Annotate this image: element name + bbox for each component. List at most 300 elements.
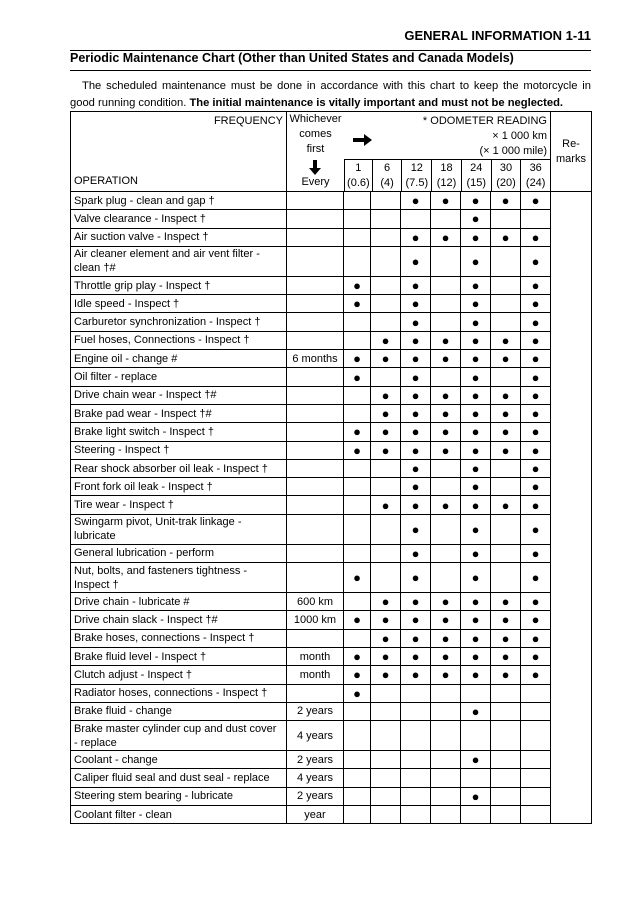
interval-cell: ●: [491, 404, 521, 422]
every-cell: 600 km: [287, 593, 344, 611]
comes-label: comes: [299, 128, 332, 140]
interval-cell: [431, 478, 461, 496]
every-cell: 2 years: [287, 787, 344, 805]
odometer-km: 12: [410, 162, 423, 174]
interval-cell: ●: [521, 404, 551, 422]
operation-cell: Drive chain wear - Inspect †#: [71, 386, 287, 404]
odometer-mile: (20): [496, 177, 516, 189]
table-row: [71, 496, 592, 514]
interval-cell: ●: [371, 611, 401, 629]
table-row: [71, 459, 592, 477]
interval-cell: ●: [431, 666, 461, 684]
interval-cell: [371, 806, 401, 824]
table-row: [71, 210, 592, 228]
interval-cell: [491, 787, 521, 805]
interval-cell: [431, 368, 461, 386]
every-cell: [287, 544, 344, 562]
interval-cell: ●: [461, 702, 491, 720]
interval-cell: ●: [431, 404, 461, 422]
table-row: [71, 751, 592, 769]
odometer-column-12: [401, 160, 431, 191]
every-cell: 2 years: [287, 702, 344, 720]
interval-cell: [431, 563, 461, 593]
every-cell: 4 years: [287, 769, 344, 787]
interval-cell: ●: [491, 647, 521, 665]
odometer-mile: (4): [380, 177, 394, 189]
interval-cell: [401, 702, 431, 720]
interval-cell: [401, 684, 431, 702]
interval-cell: ●: [461, 593, 491, 611]
interval-cell: ●: [461, 295, 491, 313]
interval-cell: ●: [491, 423, 521, 441]
table-row: [71, 647, 592, 665]
interval-cell: ●: [401, 563, 431, 593]
remarks-label-1: Re-: [562, 138, 580, 150]
interval-cell: [431, 769, 461, 787]
interval-cell: ●: [461, 787, 491, 805]
interval-cell: ●: [401, 192, 431, 210]
interval-cell: ●: [521, 478, 551, 496]
interval-cell: ●: [461, 313, 491, 331]
interval-cell: [431, 806, 461, 824]
interval-cell: ●: [401, 647, 431, 665]
every-cell: [287, 459, 344, 477]
table-row: [71, 246, 592, 276]
interval-cell: [371, 751, 401, 769]
interval-cell: [344, 702, 371, 720]
table-row: [71, 702, 592, 720]
interval-cell: [461, 769, 491, 787]
table-row: [71, 228, 592, 246]
every-cell: [287, 246, 344, 276]
interval-cell: ●: [431, 496, 461, 514]
interval-cell: ●: [521, 441, 551, 459]
interval-cell: ●: [461, 386, 491, 404]
interval-cell: [491, 721, 521, 751]
interval-cell: ●: [461, 611, 491, 629]
interval-cell: ●: [401, 368, 431, 386]
interval-cell: [491, 806, 521, 824]
interval-cell: ●: [344, 368, 371, 386]
interval-cell: ●: [461, 228, 491, 246]
interval-cell: ●: [461, 666, 491, 684]
odometer-mile: (24): [525, 177, 546, 189]
interval-cell: ●: [521, 611, 551, 629]
first-label: first: [306, 143, 325, 155]
interval-cell: [491, 478, 521, 496]
interval-cell: ●: [461, 514, 491, 544]
interval-cell: [401, 210, 431, 228]
interval-cell: ●: [401, 459, 431, 477]
table-row: [71, 684, 592, 702]
interval-cell: [371, 478, 401, 496]
operation-cell: Throttle grip play - Inspect †: [71, 276, 287, 294]
odometer-km: 36: [529, 162, 542, 174]
remarks-header: [551, 112, 592, 192]
intro-warning: The initial maintenance is vitally important and must not be neglected.: [189, 97, 564, 109]
table-row: [71, 404, 592, 422]
interval-cell: ●: [431, 386, 461, 404]
interval-cell: ●: [491, 666, 521, 684]
interval-cell: [371, 246, 401, 276]
title-divider: [70, 70, 591, 71]
operation-cell: Nut, bolts, and fasteners tightness - Inspect †: [71, 563, 287, 593]
interval-cell: ●: [521, 276, 551, 294]
interval-cell: ●: [401, 441, 431, 459]
interval-cell: [521, 751, 551, 769]
interval-cell: ●: [401, 544, 431, 562]
interval-cell: ●: [461, 629, 491, 647]
operation-cell: Idle speed - Inspect †: [71, 295, 287, 313]
interval-cell: [401, 769, 431, 787]
operation-cell: Drive chain slack - Inspect †#: [71, 611, 287, 629]
interval-cell: ●: [371, 331, 401, 349]
interval-cell: [401, 806, 431, 824]
interval-cell: ●: [491, 192, 521, 210]
interval-cell: ●: [401, 611, 431, 629]
interval-cell: [344, 514, 371, 544]
interval-cell: ●: [461, 751, 491, 769]
operation-cell: Swingarm pivot, Unit-trak linkage - lubricate: [71, 514, 287, 544]
interval-cell: [461, 684, 491, 702]
interval-cell: ●: [371, 441, 401, 459]
interval-cell: [344, 228, 371, 246]
odometer-label: * ODOMETER READING: [422, 115, 547, 127]
interval-cell: ●: [461, 441, 491, 459]
interval-cell: ●: [521, 350, 551, 368]
every-label: Every: [301, 176, 330, 188]
interval-cell: [371, 769, 401, 787]
interval-cell: [344, 751, 371, 769]
table-row: [71, 441, 592, 459]
interval-cell: ●: [371, 666, 401, 684]
every-cell: [287, 192, 344, 210]
operation-cell: Clutch adjust - Inspect †: [71, 666, 287, 684]
interval-cell: [371, 276, 401, 294]
every-cell: year: [287, 806, 344, 824]
interval-cell: ●: [491, 496, 521, 514]
odometer-mile: (15): [466, 177, 487, 189]
interval-cell: ●: [461, 423, 491, 441]
every-cell: 2 years: [287, 751, 344, 769]
interval-cell: ●: [521, 386, 551, 404]
arrow-down-icon: [309, 160, 321, 175]
every-cell: [287, 386, 344, 404]
table-row: [71, 192, 592, 210]
interval-cell: ●: [521, 228, 551, 246]
interval-cell: ●: [491, 228, 521, 246]
interval-cell: ●: [401, 313, 431, 331]
interval-cell: [344, 210, 371, 228]
operation-cell: Carburetor synchronization - Inspect †: [71, 313, 287, 331]
every-cell: 6 months: [287, 350, 344, 368]
interval-cell: ●: [344, 611, 371, 629]
table-row: [71, 806, 592, 824]
interval-cell: ●: [521, 496, 551, 514]
remarks-label-2: marks: [556, 153, 586, 165]
operation-cell: Brake master cylinder cup and dust cover - replace: [71, 721, 287, 751]
every-cell: [287, 629, 344, 647]
interval-cell: ●: [461, 647, 491, 665]
odometer-mile: (7.5): [405, 177, 429, 189]
interval-cell: [371, 787, 401, 805]
table-row: [71, 350, 592, 368]
every-cell: [287, 210, 344, 228]
table-row: [71, 593, 592, 611]
interval-cell: ●: [521, 246, 551, 276]
interval-cell: ●: [461, 404, 491, 422]
interval-cell: [431, 276, 461, 294]
interval-cell: [371, 228, 401, 246]
table-row: [71, 514, 592, 544]
interval-cell: ●: [401, 228, 431, 246]
interval-cell: [371, 210, 401, 228]
odometer-mile: (0.6): [347, 177, 370, 189]
interval-cell: ●: [401, 350, 431, 368]
interval-cell: ●: [461, 563, 491, 593]
odometer-mile: (12): [436, 177, 457, 189]
maintenance-chart: [70, 111, 592, 824]
interval-cell: [431, 246, 461, 276]
interval-cell: ●: [431, 331, 461, 349]
interval-cell: ●: [461, 478, 491, 496]
interval-cell: [401, 787, 431, 805]
interval-cell: ●: [491, 611, 521, 629]
header-interval-cell: [287, 112, 551, 192]
interval-cell: ●: [491, 593, 521, 611]
interval-cell: ●: [431, 423, 461, 441]
interval-cell: [431, 751, 461, 769]
interval-cell: [431, 514, 461, 544]
interval-cell: [521, 806, 551, 824]
interval-cell: ●: [521, 544, 551, 562]
interval-cell: ●: [461, 544, 491, 562]
interval-cell: ●: [461, 276, 491, 294]
every-cell: 4 years: [287, 721, 344, 751]
operation-cell: Brake pad wear - Inspect †#: [71, 404, 287, 422]
interval-cell: ●: [521, 423, 551, 441]
operation-cell: Brake fluid level - Inspect †: [71, 647, 287, 665]
every-cell: [287, 684, 344, 702]
interval-cell: ●: [461, 350, 491, 368]
operation-cell: Spark plug - clean and gap †: [71, 192, 287, 210]
table-row: [71, 563, 592, 593]
interval-cell: ●: [401, 593, 431, 611]
remarks-cell: [551, 192, 592, 824]
interval-cell: ●: [521, 313, 551, 331]
operation-label: OPERATION: [74, 175, 138, 187]
whichever-label: Whichever: [289, 113, 342, 125]
interval-cell: ●: [431, 192, 461, 210]
interval-cell: [491, 563, 521, 593]
interval-cell: ●: [521, 666, 551, 684]
odometer-column-18: [431, 160, 461, 191]
every-cell: [287, 228, 344, 246]
interval-cell: [521, 787, 551, 805]
table-row: [71, 666, 592, 684]
interval-cell: [461, 806, 491, 824]
table-row: [71, 368, 592, 386]
table-row: [71, 544, 592, 562]
operation-cell: Tire wear - Inspect †: [71, 496, 287, 514]
every-cell: [287, 368, 344, 386]
interval-cell: ●: [491, 350, 521, 368]
interval-cell: ●: [461, 210, 491, 228]
interval-cell: [491, 210, 521, 228]
interval-cell: ●: [431, 629, 461, 647]
unit-mile-label: (× 1 000 mile): [479, 145, 547, 157]
interval-cell: ●: [371, 386, 401, 404]
interval-cell: ●: [371, 496, 401, 514]
interval-cell: ●: [401, 514, 431, 544]
odometer-column-30: [491, 160, 521, 191]
interval-cell: [521, 721, 551, 751]
interval-cell: ●: [491, 441, 521, 459]
interval-cell: ●: [371, 423, 401, 441]
interval-cell: ●: [371, 404, 401, 422]
interval-cell: [344, 496, 371, 514]
interval-cell: ●: [521, 593, 551, 611]
interval-cell: [344, 404, 371, 422]
interval-cell: [431, 459, 461, 477]
interval-cell: [371, 563, 401, 593]
interval-cell: [461, 721, 491, 751]
operation-cell: Air cleaner element and air vent filter - clean †#: [71, 246, 287, 276]
interval-cell: [344, 721, 371, 751]
every-cell: [287, 295, 344, 313]
operation-cell: General lubrication - perform: [71, 544, 287, 562]
interval-cell: [401, 751, 431, 769]
interval-cell: [344, 313, 371, 331]
interval-cell: [344, 593, 371, 611]
interval-cell: [431, 721, 461, 751]
interval-cell: [521, 684, 551, 702]
odometer-column-1: [345, 160, 372, 191]
operation-cell: Coolant filter - clean: [71, 806, 287, 824]
every-cell: [287, 563, 344, 593]
operation-cell: Valve clearance - Inspect †: [71, 210, 287, 228]
every-cell: [287, 514, 344, 544]
every-cell: month: [287, 647, 344, 665]
interval-cell: ●: [401, 423, 431, 441]
table-row: [71, 611, 592, 629]
table-row: [71, 478, 592, 496]
interval-cell: [371, 368, 401, 386]
odometer-column-36: [520, 160, 550, 191]
interval-cell: ●: [344, 350, 371, 368]
interval-cell: [371, 702, 401, 720]
interval-cell: ●: [521, 295, 551, 313]
interval-cell: [491, 702, 521, 720]
interval-cell: [491, 751, 521, 769]
every-cell: [287, 441, 344, 459]
interval-cell: [344, 459, 371, 477]
interval-cell: ●: [461, 192, 491, 210]
operation-cell: Brake hoses, connections - Inspect †: [71, 629, 287, 647]
interval-cell: ●: [521, 459, 551, 477]
interval-cell: ●: [401, 276, 431, 294]
page-title: GENERAL INFORMATION 1-11: [404, 28, 591, 43]
interval-cell: ●: [344, 441, 371, 459]
interval-cell: [344, 806, 371, 824]
interval-cell: [371, 544, 401, 562]
odometer-km: 6: [384, 162, 391, 174]
interval-cell: ●: [371, 593, 401, 611]
interval-cell: [344, 246, 371, 276]
every-cell: [287, 331, 344, 349]
interval-cell: [491, 276, 521, 294]
interval-cell: ●: [401, 629, 431, 647]
interval-cell: ●: [431, 611, 461, 629]
odometer-km: 30: [499, 162, 513, 174]
interval-cell: ●: [521, 192, 551, 210]
interval-cell: [371, 721, 401, 751]
interval-cell: ●: [521, 368, 551, 386]
operation-cell: Drive chain - lubricate #: [71, 593, 287, 611]
table-row: [71, 386, 592, 404]
interval-cell: [431, 295, 461, 313]
interval-cell: ●: [344, 276, 371, 294]
interval-cell: ●: [461, 459, 491, 477]
interval-cell: [491, 459, 521, 477]
every-cell: month: [287, 666, 344, 684]
table-row: [71, 295, 592, 313]
interval-cell: [344, 544, 371, 562]
interval-cell: [344, 386, 371, 404]
interval-cell: [431, 684, 461, 702]
interval-cell: [431, 787, 461, 805]
interval-cell: ●: [461, 331, 491, 349]
interval-cell: [371, 313, 401, 331]
interval-cell: [431, 544, 461, 562]
interval-cell: ●: [431, 647, 461, 665]
interval-cell: ●: [401, 331, 431, 349]
interval-cell: [491, 514, 521, 544]
operation-cell: Caliper fluid seal and dust seal - replace: [71, 769, 287, 787]
interval-cell: ●: [401, 386, 431, 404]
table-row: [71, 629, 592, 647]
interval-cell: ●: [461, 496, 491, 514]
interval-cell: [521, 769, 551, 787]
operation-cell: Steering - Inspect †: [71, 441, 287, 459]
intro-paragraph: [70, 78, 591, 112]
interval-cell: [371, 514, 401, 544]
interval-cell: [521, 702, 551, 720]
table-row: [71, 276, 592, 294]
odometer-column-6: [372, 160, 402, 191]
interval-cell: ●: [344, 666, 371, 684]
interval-cell: [371, 459, 401, 477]
interval-cell: ●: [401, 666, 431, 684]
interval-cell: ●: [371, 350, 401, 368]
operation-cell: Engine oil - change #: [71, 350, 287, 368]
interval-cell: [371, 295, 401, 313]
table-row: [71, 721, 592, 751]
table-row: [71, 769, 592, 787]
intro-text: The scheduled maintenance must be done in accordance with this chart to keep the motorcycle in good running condition.: [70, 80, 591, 109]
interval-cell: [344, 331, 371, 349]
interval-cell: [491, 769, 521, 787]
interval-cell: ●: [401, 496, 431, 514]
odometer-km: 18: [440, 162, 453, 174]
every-cell: [287, 404, 344, 422]
interval-cell: ●: [491, 629, 521, 647]
interval-cell: ●: [491, 386, 521, 404]
interval-cell: ●: [521, 629, 551, 647]
interval-cell: ●: [401, 246, 431, 276]
interval-cell: [431, 702, 461, 720]
interval-cell: [401, 721, 431, 751]
